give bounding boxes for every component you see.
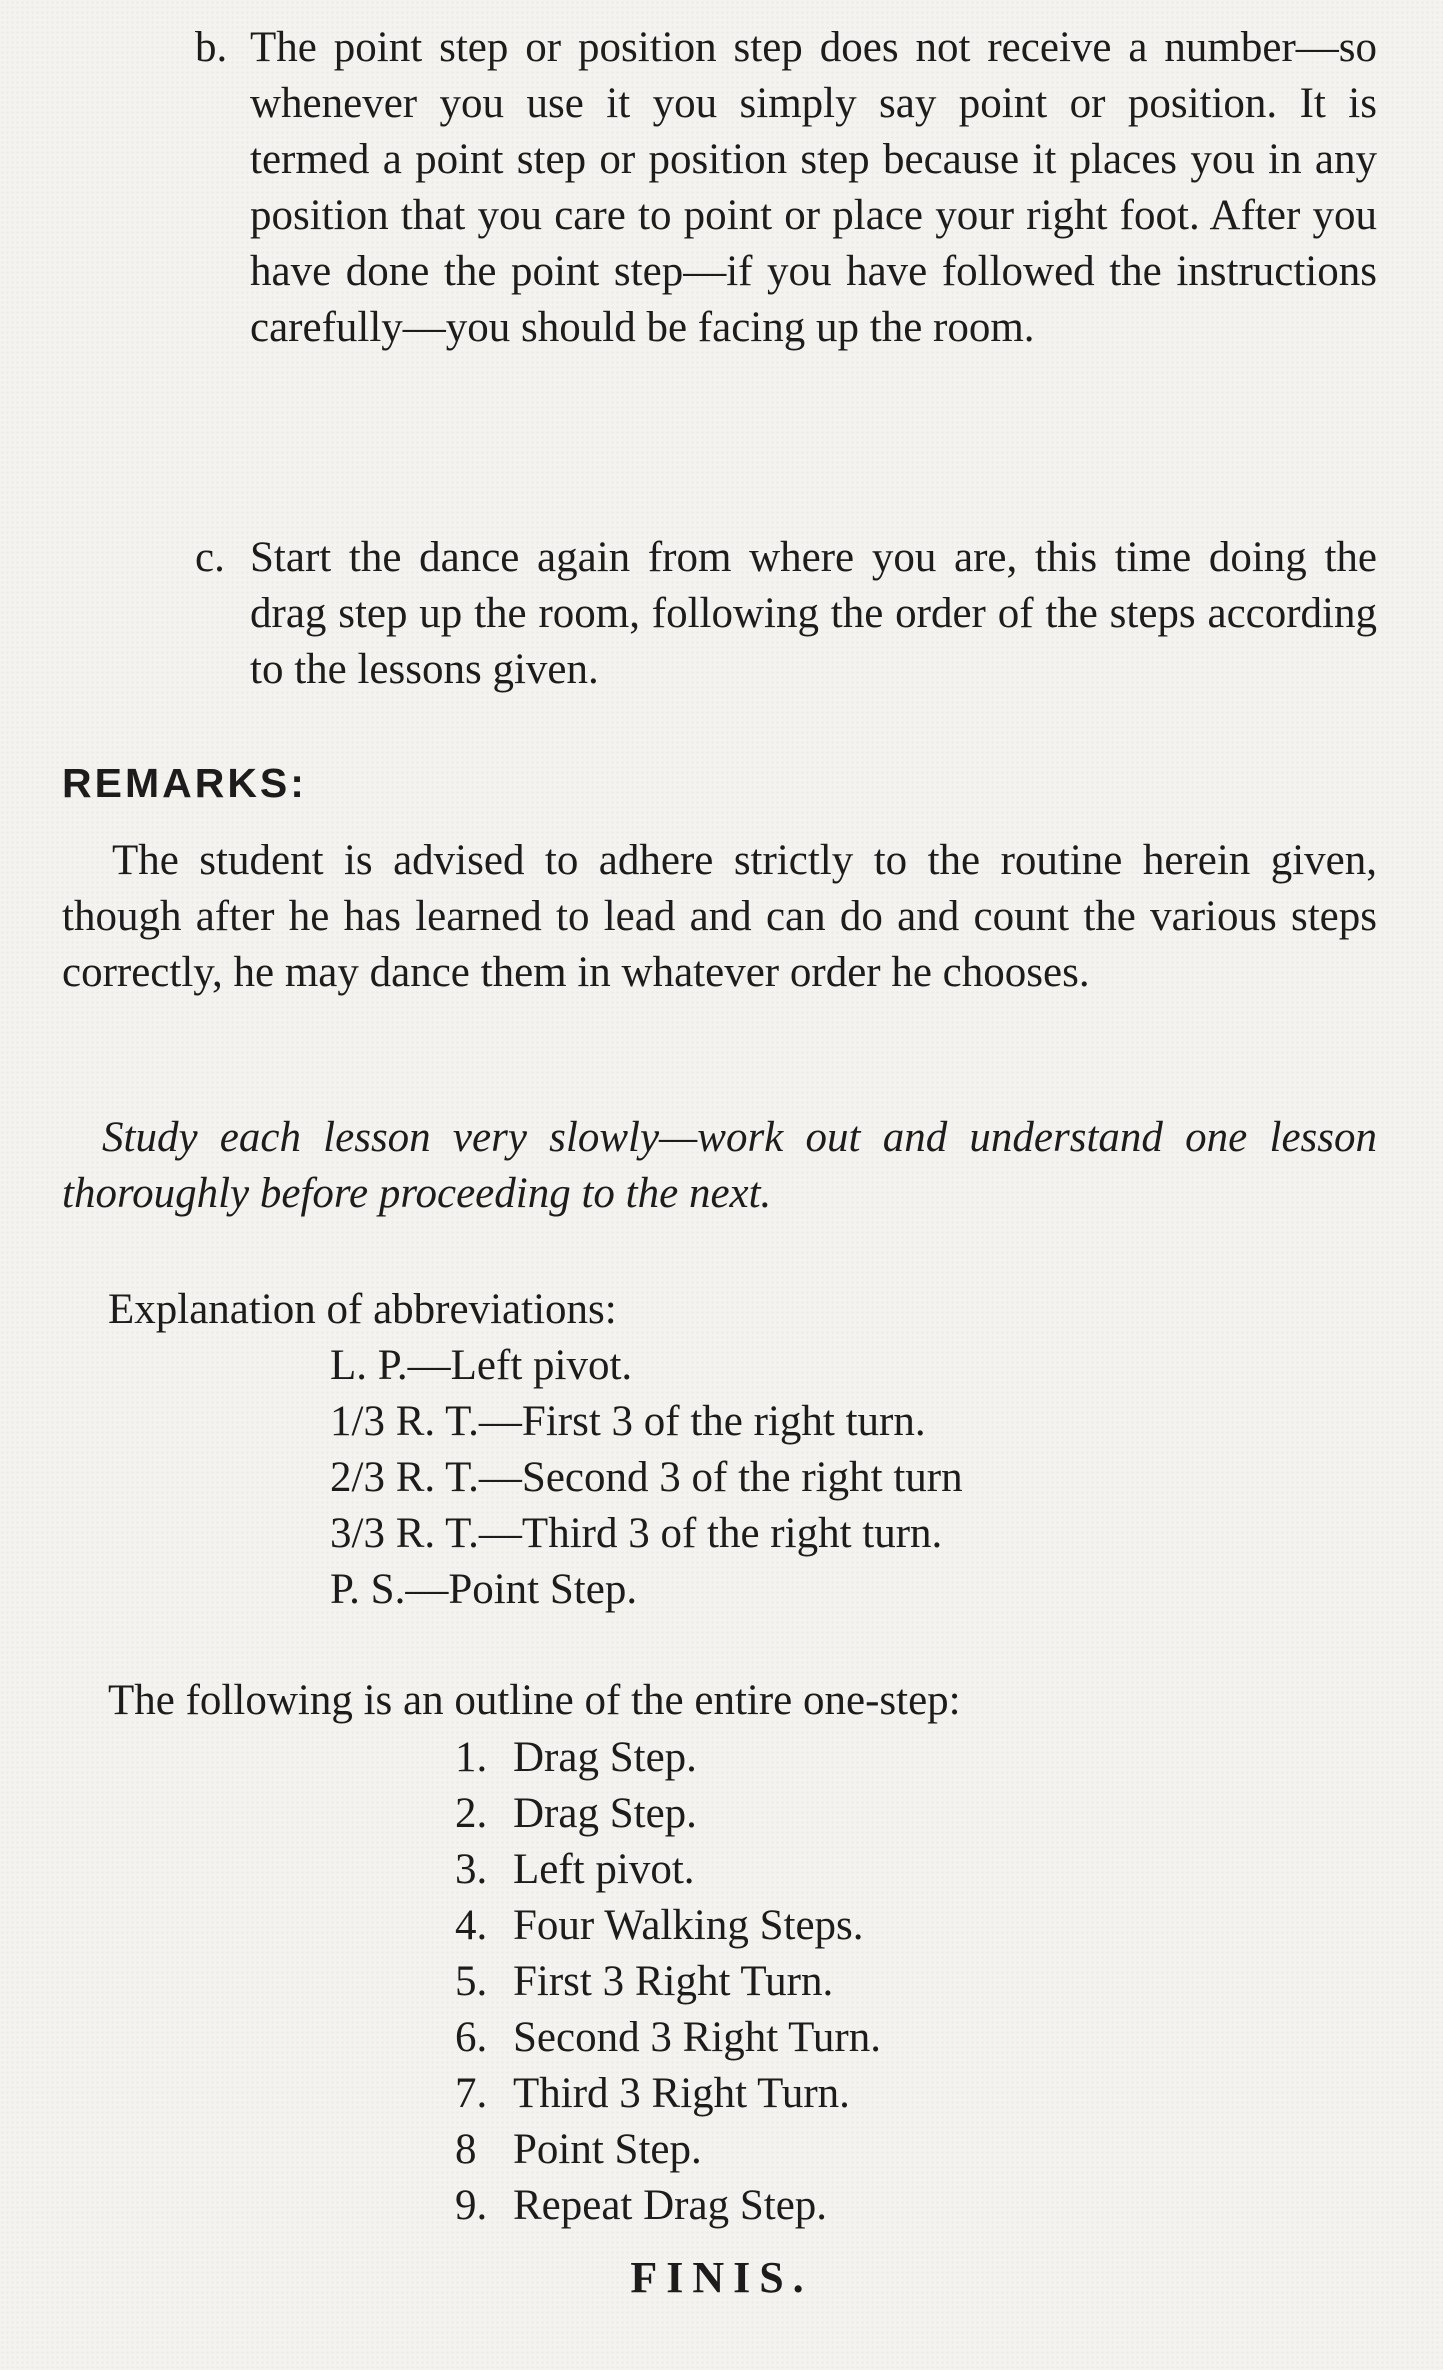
abbreviations-list xyxy=(330,1338,963,1618)
step-number: 1. xyxy=(455,1734,488,1781)
step-number: 6. xyxy=(455,2014,488,2061)
outline-lead: The following is an outline of the entire one-step: xyxy=(108,1677,961,1724)
step-label: First 3 Right Turn. xyxy=(513,1958,834,2005)
outline-step xyxy=(455,1786,881,1842)
item-marker: b. xyxy=(195,24,228,71)
outline-step xyxy=(455,2178,881,2234)
step-label: Point Step. xyxy=(513,2126,702,2173)
abbreviation-entry: L. P.—Left pivot. xyxy=(330,1342,633,1389)
finis-mark: FINIS. xyxy=(630,2253,813,2302)
outline-step xyxy=(455,2122,881,2178)
step-number: 4. xyxy=(455,1902,488,1949)
step-label: Left pivot. xyxy=(513,1846,695,1893)
step-label: Second 3 Right Turn. xyxy=(513,2014,881,2061)
outline-step xyxy=(455,1730,881,1786)
step-number: 3. xyxy=(455,1846,488,1893)
item-marker: c. xyxy=(195,534,225,581)
step-label: Drag Step. xyxy=(513,1734,697,1781)
abbreviations-lead: Explanation of abbreviations: xyxy=(108,1286,617,1333)
abbreviation-entry: 3/3 R. T.—Third 3 of the right turn. xyxy=(330,1510,943,1557)
step-number: 5. xyxy=(455,1958,488,2005)
remarks-paragraph: The student is advised to adhere strictly to the routine herein given, though after he has learned to lead and can do and count the various steps correctly, he may dance them in whatever order he chooses. xyxy=(62,837,1377,996)
item-text: The point step or position step does not receive a number—so whenever you use it you simply say point or position. It is termed a point step or position step because it places you in any position that you care to point or place your right foot. After you have done the point step—if you have followed the instructions carefully—you should be facing up the room. xyxy=(250,24,1377,351)
step-label: Third 3 Right Turn. xyxy=(513,2070,850,2117)
outline-step xyxy=(455,2010,881,2066)
step-number: 2. xyxy=(455,1790,488,1837)
study-note: Study each lesson very slowly—work out and understand one lesson thoroughly before proceeding to the next. xyxy=(62,1114,1377,1217)
abbreviation-entry: 1/3 R. T.—First 3 of the right turn. xyxy=(330,1398,926,1445)
outline-step xyxy=(455,2066,881,2122)
step-number: 9. xyxy=(455,2182,488,2229)
outline-step xyxy=(455,1842,881,1898)
step-label: Repeat Drag Step. xyxy=(513,2182,828,2229)
step-label: Four Walking Steps. xyxy=(513,1902,864,1949)
item-text: Start the dance again from where you are, this time doing the drag step up the room, following the order of the steps according to the lessons given. xyxy=(250,534,1377,693)
outline-list xyxy=(455,1730,881,2234)
step-number: 7. xyxy=(455,2070,488,2117)
outline-step xyxy=(455,1898,881,1954)
abbreviation-entry: 2/3 R. T.—Second 3 of the right turn xyxy=(330,1454,963,1501)
abbreviation-entry: P. S.—Point Step. xyxy=(330,1566,638,1613)
step-number: 8 xyxy=(455,2126,477,2173)
outline-step xyxy=(455,1954,881,2010)
remarks-heading: REMARKS: xyxy=(62,760,307,806)
step-label: Drag Step. xyxy=(513,1790,697,1837)
